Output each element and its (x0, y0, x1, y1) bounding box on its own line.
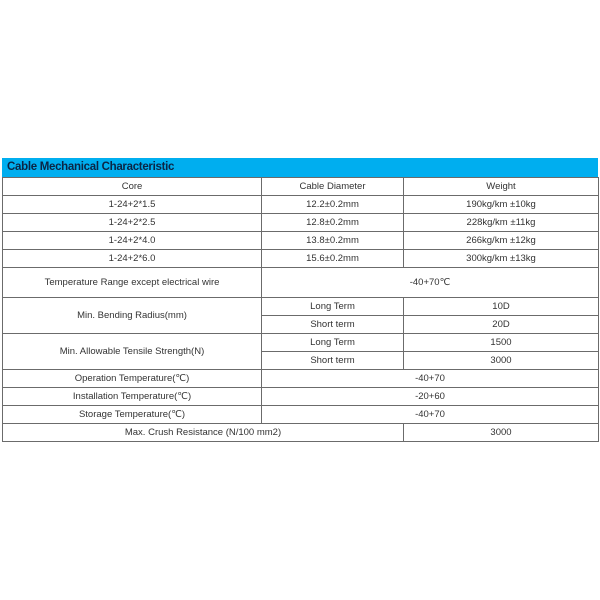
table-row (3, 250, 599, 268)
diameter-cell: 15.6±0.2mm (262, 250, 404, 268)
header-weight: Weight (404, 178, 599, 196)
temp-range-label: Temperature Range except electrical wire (3, 268, 262, 298)
diameter-cell: 12.2±0.2mm (262, 196, 404, 214)
weight-cell: 266kg/km ±12kg (404, 232, 599, 250)
weight-cell: 300kg/km ±13kg (404, 250, 599, 268)
core-cell: 1-24+2*4.0 (3, 232, 262, 250)
temp-range-value: -40+70℃ (262, 268, 599, 298)
diameter-cell: 12.8±0.2mm (262, 214, 404, 232)
crush-row (3, 424, 599, 442)
bending-row-long (3, 298, 599, 316)
tensile-short-label: Short term (262, 352, 404, 370)
bending-short-value: 20D (404, 316, 599, 334)
storage-temp-value: -40+70 (262, 406, 599, 424)
diameter-cell: 13.8±0.2mm (262, 232, 404, 250)
tensile-short-value: 3000 (404, 352, 599, 370)
temp-range-row (3, 268, 599, 298)
weight-cell: 190kg/km ±10kg (404, 196, 599, 214)
spec-table-container (2, 158, 598, 442)
operation-temp-row (3, 370, 599, 388)
storage-temp-row (3, 406, 599, 424)
storage-temp-label: Storage Temperature(℃) (3, 406, 262, 424)
bending-label: Min. Bending Radius(mm) (3, 298, 262, 334)
tensile-row-long (3, 334, 599, 352)
tensile-label: Min. Allowable Tensile Strength(N) (3, 334, 262, 370)
header-core: Core (3, 178, 262, 196)
table-row (3, 196, 599, 214)
bending-long-value: 10D (404, 298, 599, 316)
operation-temp-value: -40+70 (262, 370, 599, 388)
operation-temp-label: Operation Temperature(℃) (3, 370, 262, 388)
installation-temp-row (3, 388, 599, 406)
header-diameter: Cable Diameter (262, 178, 404, 196)
installation-temp-value: -20+60 (262, 388, 599, 406)
table-row (3, 232, 599, 250)
mechanical-spec-table (2, 177, 599, 442)
core-cell: 1-24+2*1.5 (3, 196, 262, 214)
core-cell: 1-24+2*2.5 (3, 214, 262, 232)
installation-temp-label: Installation Temperature(℃) (3, 388, 262, 406)
core-cell: 1-24+2*6.0 (3, 250, 262, 268)
bending-long-label: Long Term (262, 298, 404, 316)
tensile-long-value: 1500 (404, 334, 599, 352)
bending-short-label: Short term (262, 316, 404, 334)
table-row (3, 214, 599, 232)
header-row (3, 178, 599, 196)
crush-value: 3000 (404, 424, 599, 442)
tensile-long-label: Long Term (262, 334, 404, 352)
crush-label: Max. Crush Resistance (N/100 mm2) (3, 424, 404, 442)
weight-cell: 228kg/km ±11kg (404, 214, 599, 232)
table-title: Cable Mechanical Characteristic (2, 158, 598, 177)
